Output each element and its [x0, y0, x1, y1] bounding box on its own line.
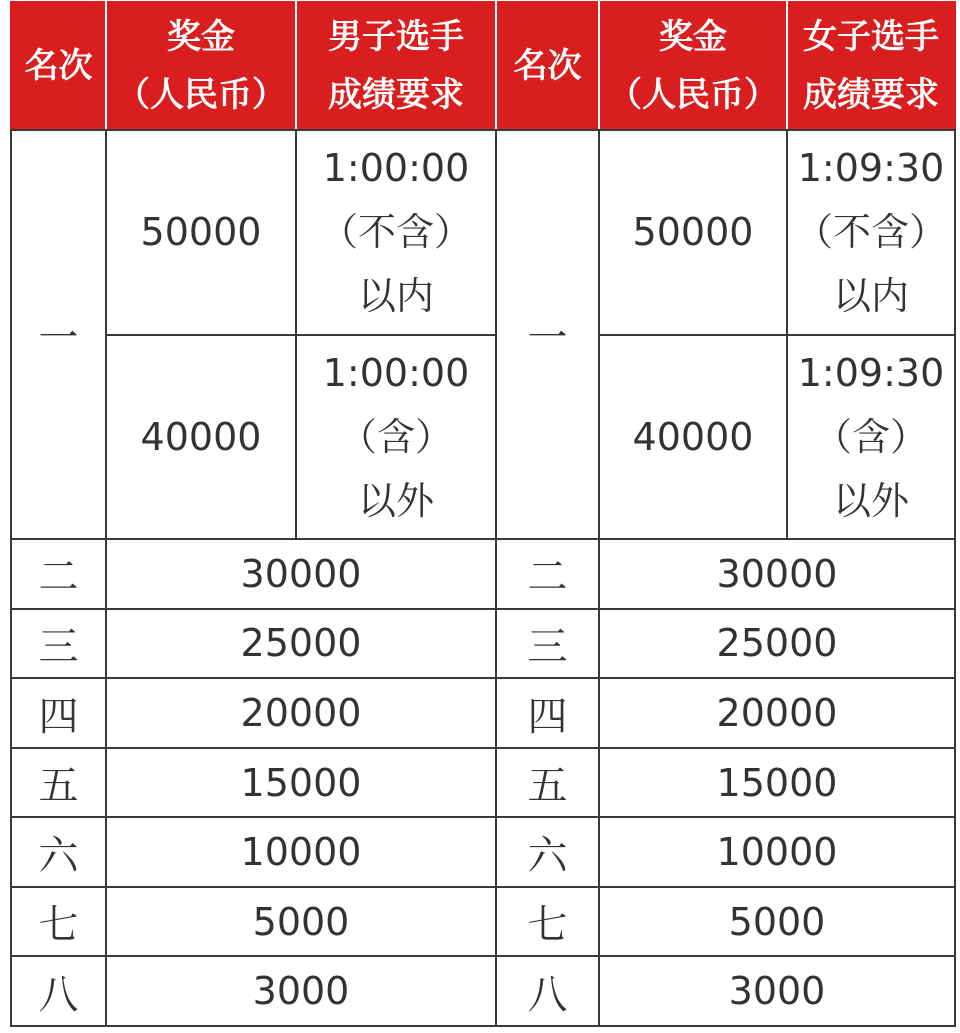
req-time: 1:09:30	[797, 350, 945, 395]
first-place-row-a	[11, 130, 955, 335]
prize-cell: 15000	[599, 748, 955, 818]
first-place-row-b	[11, 335, 955, 540]
req-qualifier: （含）	[813, 414, 928, 459]
req-qualifier: （含）	[338, 414, 453, 459]
women-requirement-cell	[787, 335, 955, 540]
prize-cell: 30000	[599, 539, 955, 609]
req-time: 1:00:00	[322, 350, 470, 395]
header-men-req-line1: 男子选手	[328, 17, 464, 57]
header-row	[11, 2, 955, 130]
prize-cell: 25000	[106, 609, 496, 679]
prize-cell: 40000	[106, 335, 296, 540]
prize-cell: 20000	[599, 678, 955, 748]
men-requirement-cell	[296, 335, 496, 540]
rank-cell: 七	[11, 887, 106, 957]
prize-cell: 15000	[106, 748, 496, 818]
req-scope: 以内	[832, 274, 909, 319]
rank-cell: 四	[496, 678, 599, 748]
rank-cell: 五	[496, 748, 599, 818]
prize-cell: 5000	[599, 887, 955, 957]
header-prize-line2: （人民币）	[116, 75, 286, 115]
rank-cell: 二	[11, 539, 106, 609]
prize-cell: 40000	[599, 335, 787, 540]
prize-cell: 20000	[106, 678, 496, 748]
rank-cell: 三	[496, 609, 599, 679]
header-women-requirement	[787, 2, 955, 130]
header-rank-women: 名次	[496, 2, 599, 130]
men-requirement-cell	[296, 130, 496, 335]
rank-cell: 五	[11, 748, 106, 818]
rank-cell: 二	[496, 539, 599, 609]
table-row	[11, 817, 955, 887]
header-men-req-line2: 成绩要求	[328, 75, 464, 115]
header-women-req-line2: 成绩要求	[803, 75, 939, 115]
req-time: 1:00:00	[322, 146, 470, 191]
req-time: 1:09:30	[797, 146, 945, 191]
rank-first-women: 一	[496, 130, 599, 539]
rank-cell: 四	[11, 678, 106, 748]
prize-cell: 50000	[106, 130, 296, 335]
header-rank-men: 名次	[11, 2, 106, 130]
header-prize-line1: 奖金	[167, 17, 235, 57]
header-prize-line1: 奖金	[659, 17, 727, 57]
prize-cell: 50000	[599, 130, 787, 335]
table-row	[11, 609, 955, 679]
rank-first-men: 一	[11, 130, 106, 539]
prize-cell: 3000	[599, 956, 955, 1026]
prize-cell: 3000	[106, 956, 496, 1026]
rank-cell: 六	[496, 817, 599, 887]
rank-cell: 三	[11, 609, 106, 679]
prize-cell: 10000	[599, 817, 955, 887]
prize-cell: 30000	[106, 539, 496, 609]
header-men-requirement	[296, 2, 496, 130]
header-prize-men	[106, 2, 296, 130]
prize-cell: 5000	[106, 887, 496, 957]
prize-table	[10, 1, 956, 1027]
table-row	[11, 887, 955, 957]
rank-cell: 七	[496, 887, 599, 957]
req-scope: 以内	[357, 274, 434, 319]
req-qualifier: （不含）	[319, 210, 472, 255]
rank-cell: 八	[496, 956, 599, 1026]
req-qualifier: （不含）	[794, 210, 947, 255]
prize-cell: 25000	[599, 609, 955, 679]
rank-cell: 八	[11, 956, 106, 1026]
header-women-req-line1: 女子选手	[803, 17, 939, 57]
table-row	[11, 748, 955, 818]
header-prize-line2: （人民币）	[608, 75, 778, 115]
table-row	[11, 956, 955, 1026]
req-scope: 以外	[357, 478, 434, 523]
header-prize-women	[599, 2, 787, 130]
table-row	[11, 678, 955, 748]
prize-cell: 10000	[106, 817, 496, 887]
table-row	[11, 539, 955, 609]
rank-cell: 六	[11, 817, 106, 887]
women-requirement-cell	[787, 130, 955, 335]
req-scope: 以外	[832, 478, 909, 523]
